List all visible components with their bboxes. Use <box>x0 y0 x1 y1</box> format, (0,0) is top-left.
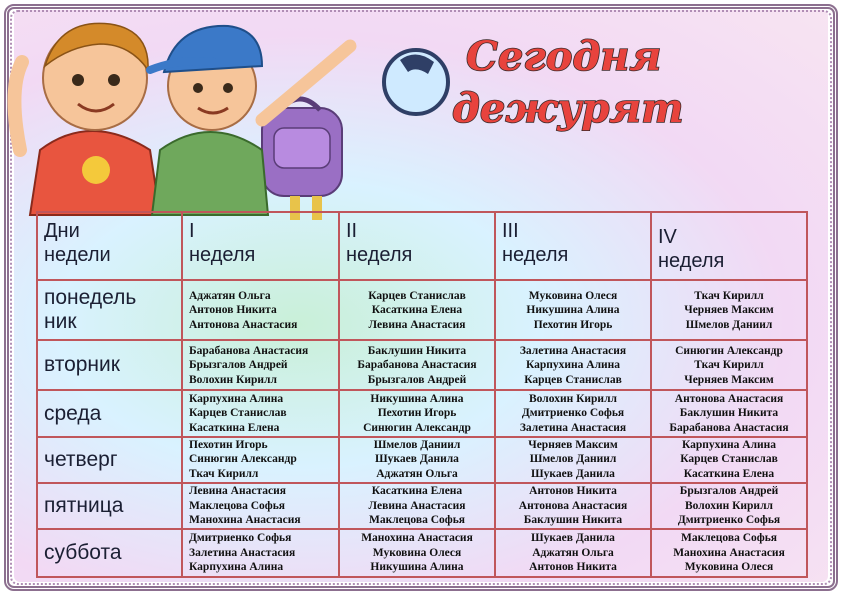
table-row <box>37 390 807 436</box>
student-name: Касаткина Елена <box>371 304 463 316</box>
student-name: Синюгин Александр <box>189 453 297 466</box>
student-name: Волохин Кирилл <box>529 392 617 405</box>
student-name: Аджатян Ольга <box>532 546 614 559</box>
student-name: Аджатян Ольга <box>189 289 271 302</box>
duty-cell-week-2 <box>339 390 495 436</box>
student-name: Антонова Анастасия <box>189 318 298 331</box>
duty-cell-week-4 <box>651 390 807 436</box>
header-week-3 <box>495 212 651 280</box>
student-name: Карпухина Алина <box>525 359 621 372</box>
student-name: Брызгалов Андрей <box>367 373 467 386</box>
header-week-3-label: неделя <box>502 244 569 266</box>
student-name: Антонов Никита <box>189 304 277 316</box>
duty-cell-week-3 <box>495 280 651 340</box>
day-name-line: пятница <box>44 493 124 517</box>
student-name: Шмелов Даниил <box>529 453 617 466</box>
student-name: Пехотин Игорь <box>533 318 613 331</box>
day-name-line: четверг <box>44 447 118 471</box>
header-days-line-2: недели <box>44 244 111 266</box>
duty-cell-week-1 <box>182 280 339 340</box>
day-name-line: вторник <box>44 353 120 377</box>
student-name: Карпухина Алина <box>189 392 284 405</box>
student-name: Ткач Кирилл <box>694 289 764 302</box>
student-name: Никушина Алина <box>370 392 464 405</box>
student-name: Залетина Анастасия <box>519 344 627 357</box>
student-name: Манохина Анастасия <box>189 514 301 527</box>
student-name: Карцев Станислав <box>368 289 466 302</box>
duty-cell-week-3 <box>495 483 651 529</box>
duty-cell-week-3 <box>495 529 651 577</box>
header-week-2-label: неделя <box>346 244 413 266</box>
duty-cell-week-3 <box>495 437 651 483</box>
student-name: Никушина Алина <box>370 561 464 574</box>
duty-cell-week-2 <box>339 340 495 390</box>
student-name: Манохина Анастасия <box>673 546 785 559</box>
header-days-line-1: Дни <box>44 220 80 242</box>
student-name: Карпухина Алина <box>189 561 284 574</box>
day-name-line: ник <box>44 310 77 334</box>
student-name: Пехотин Игорь <box>189 438 268 451</box>
day-name-cell <box>37 437 182 483</box>
student-name: Шукаев Данила <box>531 467 615 480</box>
student-name: Пехотин Игорь <box>377 407 457 420</box>
table-row <box>37 280 807 340</box>
duty-cell-week-3 <box>495 390 651 436</box>
student-name: Карцев Станислав <box>189 407 287 420</box>
header-week-4 <box>651 212 807 280</box>
student-name: Дмитриенко Софья <box>521 407 625 420</box>
header-week-4-label: неделя <box>658 250 725 272</box>
day-name-cell <box>37 529 182 577</box>
duty-cell-week-4 <box>651 340 807 390</box>
header-week-3-numeral: III <box>502 220 519 242</box>
student-name: Шукаев Данила <box>531 532 615 545</box>
student-name: Левина Анастасия <box>189 485 286 498</box>
duty-cell-week-1 <box>182 483 339 529</box>
day-name-cell <box>37 390 182 436</box>
duty-cell-week-3 <box>495 340 651 390</box>
student-name: Баклушин Никита <box>367 344 467 357</box>
student-name: Шмелов Даниил <box>373 438 461 451</box>
student-name: Левина Анастасия <box>368 318 466 331</box>
student-name: Волохин Кирилл <box>189 373 277 386</box>
student-name: Залетина Анастасия <box>519 421 627 434</box>
student-name: Маклецова Софья <box>189 499 286 512</box>
student-name: Касаткина Елена <box>371 485 463 498</box>
table-row <box>37 437 807 483</box>
student-name: Муковина Олеся <box>684 561 774 574</box>
student-name: Антонова Анастасия <box>674 392 784 405</box>
student-name: Черняев Максим <box>684 304 774 316</box>
student-name: Карцев Станислав <box>680 453 778 466</box>
student-name: Шмелов Даниил <box>685 318 773 331</box>
student-name: Маклецова Софья <box>368 514 466 527</box>
student-name: Касаткина Елена <box>189 421 280 434</box>
duty-schedule-table <box>36 211 808 578</box>
header-week-1 <box>182 212 339 280</box>
student-name: Дмитриенко Софья <box>677 514 781 527</box>
day-name-cell <box>37 340 182 390</box>
table-row <box>37 483 807 529</box>
duty-cell-week-1 <box>182 529 339 577</box>
header-days-cell <box>37 212 182 280</box>
student-name: Муковина Олеся <box>528 289 618 302</box>
duty-cell-week-2 <box>339 280 495 340</box>
header-week-2-numeral: II <box>346 220 358 242</box>
student-name: Черняев Максим <box>528 438 618 451</box>
student-name: Баклушин Никита <box>679 407 779 420</box>
student-name: Волохин Кирилл <box>685 499 773 512</box>
header-week-1-numeral: I <box>189 220 195 242</box>
student-name: Шукаев Данила <box>375 453 459 466</box>
title-line-1: Сегодня <box>466 33 662 80</box>
student-name: Антонов Никита <box>529 561 617 574</box>
telephone-emblem-icon <box>384 50 448 114</box>
title-logo <box>376 20 706 140</box>
student-name: Барабанова Анастасия <box>189 344 309 357</box>
student-name: Касаткина Елена <box>683 467 775 480</box>
student-name: Никушина Алина <box>526 304 620 316</box>
student-name: Карцев Станислав <box>524 373 622 386</box>
header-week-1-label: неделя <box>189 244 256 266</box>
day-name-line: среда <box>44 401 102 425</box>
duty-cell-week-1 <box>182 437 339 483</box>
table-row <box>37 340 807 390</box>
student-name: Карпухина Алина <box>681 438 777 451</box>
student-name: Залетина Анастасия <box>189 546 296 559</box>
student-name: Синюгин Александр <box>675 344 783 357</box>
duty-cell-week-4 <box>651 437 807 483</box>
student-name: Ткач Кирилл <box>694 359 764 372</box>
student-name: Барабанова Анастасия <box>669 421 789 434</box>
student-name: Синюгин Александр <box>363 421 471 434</box>
student-name: Манохина Анастасия <box>361 532 473 545</box>
day-name-line: суббота <box>44 540 122 564</box>
student-name: Брызгалов Андрей <box>189 359 288 372</box>
duty-cell-week-2 <box>339 529 495 577</box>
day-name-cell <box>37 483 182 529</box>
student-name: Дмитриенко Софья <box>189 532 292 545</box>
student-name: Антонов Никита <box>529 485 617 498</box>
student-name: Ткач Кирилл <box>189 467 259 480</box>
student-name: Левина Анастасия <box>368 499 466 512</box>
title-line-2: дежурят <box>452 85 684 132</box>
duty-cell-week-1 <box>182 340 339 390</box>
day-name-line: понедель <box>44 286 137 310</box>
duty-cell-week-4 <box>651 529 807 577</box>
student-name: Аджатян Ольга <box>376 467 458 480</box>
duty-cell-week-2 <box>339 483 495 529</box>
day-name-cell <box>37 280 182 340</box>
student-name: Антонова Анастасия <box>518 499 628 512</box>
student-name: Брызгалов Андрей <box>679 485 779 498</box>
student-name: Муковина Олеся <box>372 546 462 559</box>
kids-illustration <box>0 0 380 220</box>
duty-cell-week-4 <box>651 280 807 340</box>
duty-cell-week-4 <box>651 483 807 529</box>
duty-cell-week-2 <box>339 437 495 483</box>
student-name: Барабанова Анастасия <box>357 359 477 372</box>
boy-left-figure <box>14 23 160 215</box>
duty-cell-week-1 <box>182 390 339 436</box>
table-row <box>37 529 807 577</box>
header-week-2 <box>339 212 495 280</box>
table-header-row <box>37 212 807 280</box>
student-name: Маклецова Софья <box>680 532 778 545</box>
student-name: Баклушин Никита <box>523 514 623 527</box>
student-name: Черняев Максим <box>684 373 774 386</box>
header-week-4-numeral: IV <box>658 226 677 248</box>
